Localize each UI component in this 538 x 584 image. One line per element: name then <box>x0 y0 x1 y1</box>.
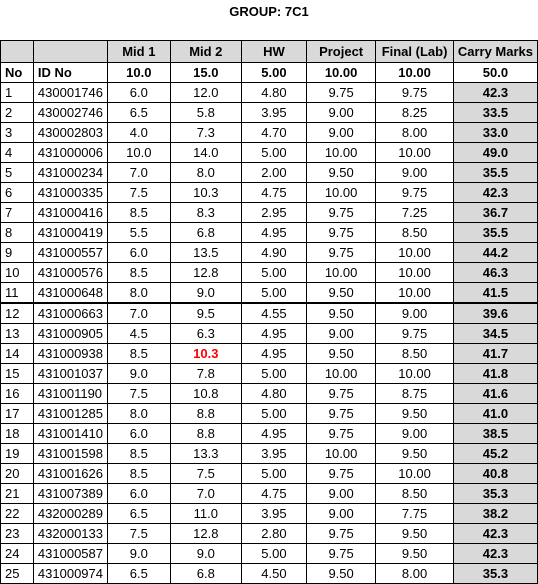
student-id: 431001626 <box>33 464 107 484</box>
student-id: 431000905 <box>33 324 107 344</box>
student-id: 431000335 <box>33 183 107 203</box>
student-id: 431000587 <box>33 544 107 564</box>
project-score: 10.00 <box>306 143 375 163</box>
carry-marks: 40.8 <box>453 464 537 484</box>
project-score: 10.00 <box>306 183 375 203</box>
carry-marks: 38.5 <box>453 424 537 444</box>
student-id: 431000648 <box>33 283 107 304</box>
final-lab-score: 9.75 <box>376 183 454 203</box>
row-number: 13 <box>1 324 34 344</box>
row-number: 7 <box>1 203 34 223</box>
table-row <box>1 384 538 404</box>
student-id: 431007389 <box>33 484 107 504</box>
hw-score: 4.75 <box>241 183 306 203</box>
project-score: 9.50 <box>306 163 375 183</box>
final-lab-score: 10.00 <box>376 243 454 263</box>
table-row <box>1 324 538 344</box>
carry-marks: 38.2 <box>453 504 537 524</box>
student-id: 431000006 <box>33 143 107 163</box>
table-row <box>1 143 538 163</box>
table-row <box>1 444 538 464</box>
mid1-score: 9.0 <box>108 544 171 564</box>
hw-score: 2.95 <box>241 203 306 223</box>
table-row <box>1 524 538 544</box>
project-score: 10.00 <box>306 364 375 384</box>
carry-marks: 33.0 <box>453 123 537 143</box>
mid1-score: 8.5 <box>108 344 171 364</box>
carry-marks: 42.3 <box>453 524 537 544</box>
header-project: Project <box>306 41 375 63</box>
header-mid2: Mid 2 <box>170 41 241 63</box>
final-lab-score: 10.00 <box>376 283 454 304</box>
max-final-lab: 10.00 <box>376 63 454 83</box>
table-row <box>1 364 538 384</box>
mid2-score: 9.0 <box>170 283 241 304</box>
hw-score: 5.00 <box>241 263 306 283</box>
project-score: 9.50 <box>306 564 375 584</box>
student-id: 432000133 <box>33 524 107 544</box>
final-lab-score: 9.00 <box>376 163 454 183</box>
max-hw: 5.00 <box>241 63 306 83</box>
carry-marks: 42.3 <box>453 183 537 203</box>
mid2-score: 6.8 <box>170 564 241 584</box>
table-row <box>1 83 538 103</box>
row-number: 11 <box>1 283 34 304</box>
carry-marks: 42.3 <box>453 544 537 564</box>
mid2-score: 13.5 <box>170 243 241 263</box>
mid1-score: 6.5 <box>108 564 171 584</box>
hw-score: 4.95 <box>241 424 306 444</box>
final-lab-score: 7.25 <box>376 203 454 223</box>
hw-score: 5.00 <box>241 404 306 424</box>
hw-score: 3.95 <box>241 103 306 123</box>
row-number: 4 <box>1 143 34 163</box>
mid1-score: 10.0 <box>108 143 171 163</box>
mid1-score: 5.5 <box>108 223 171 243</box>
row-number: 15 <box>1 364 34 384</box>
header-cell <box>1 41 34 63</box>
mid2-score: 8.8 <box>170 424 241 444</box>
mid1-score: 8.0 <box>108 404 171 424</box>
row-number: 21 <box>1 484 34 504</box>
table-row <box>1 223 538 243</box>
carry-marks: 33.5 <box>453 103 537 123</box>
final-lab-score: 8.50 <box>376 223 454 243</box>
mid1-score: 8.5 <box>108 464 171 484</box>
carry-marks: 35.5 <box>453 223 537 243</box>
mid1-score: 8.5 <box>108 263 171 283</box>
row-number: 6 <box>1 183 34 203</box>
final-lab-score: 8.50 <box>376 344 454 364</box>
carry-marks: 36.7 <box>453 203 537 223</box>
mid1-score: 6.0 <box>108 484 171 504</box>
row-number: 9 <box>1 243 34 263</box>
mid2-score: 10.3 <box>170 344 241 364</box>
header-hw: HW <box>241 41 306 63</box>
hw-score: 4.80 <box>241 83 306 103</box>
project-score: 9.00 <box>306 484 375 504</box>
mid1-score: 6.0 <box>108 83 171 103</box>
table-row <box>1 464 538 484</box>
carry-marks: 49.0 <box>453 143 537 163</box>
carry-marks: 44.2 <box>453 243 537 263</box>
student-id: 431000974 <box>33 564 107 584</box>
max-carry-marks: 50.0 <box>453 63 537 83</box>
table-row <box>1 404 538 424</box>
mid2-score: 11.0 <box>170 504 241 524</box>
row-number: 10 <box>1 263 34 283</box>
mid1-score: 8.5 <box>108 444 171 464</box>
carry-marks: 34.5 <box>453 324 537 344</box>
hw-score: 4.90 <box>241 243 306 263</box>
table-row <box>1 424 538 444</box>
table-row <box>1 544 538 564</box>
final-lab-score: 9.00 <box>376 303 454 324</box>
hw-score: 2.80 <box>241 524 306 544</box>
student-id: 431001285 <box>33 404 107 424</box>
mid2-score: 7.0 <box>170 484 241 504</box>
header-id-no: ID No <box>33 63 107 83</box>
final-lab-score: 7.75 <box>376 504 454 524</box>
project-score: 9.50 <box>306 344 375 364</box>
student-id: 432000289 <box>33 504 107 524</box>
hw-score: 5.00 <box>241 544 306 564</box>
student-id: 431000576 <box>33 263 107 283</box>
table-row <box>1 243 538 263</box>
table-row <box>1 484 538 504</box>
mid1-score: 6.5 <box>108 103 171 123</box>
student-id: 431000938 <box>33 344 107 364</box>
table-body <box>1 83 538 584</box>
carry-marks: 35.5 <box>453 163 537 183</box>
student-id: 431001190 <box>33 384 107 404</box>
project-score: 9.75 <box>306 83 375 103</box>
mid2-score: 10.8 <box>170 384 241 404</box>
final-lab-score: 9.50 <box>376 544 454 564</box>
project-score: 9.75 <box>306 203 375 223</box>
mid1-score: 7.0 <box>108 303 171 324</box>
mid1-score: 8.5 <box>108 203 171 223</box>
row-number: 20 <box>1 464 34 484</box>
hw-score: 3.95 <box>241 504 306 524</box>
mid2-score: 12.8 <box>170 524 241 544</box>
final-lab-score: 9.50 <box>376 524 454 544</box>
carry-marks: 41.5 <box>453 283 537 304</box>
row-number: 22 <box>1 504 34 524</box>
final-lab-score: 8.50 <box>376 484 454 504</box>
student-id: 431000557 <box>33 243 107 263</box>
mid2-score: 14.0 <box>170 143 241 163</box>
carry-marks: 39.6 <box>453 303 537 324</box>
project-score: 9.75 <box>306 404 375 424</box>
hw-score: 4.55 <box>241 303 306 324</box>
project-score: 10.00 <box>306 444 375 464</box>
hw-score: 5.00 <box>241 464 306 484</box>
student-id: 431000663 <box>33 303 107 324</box>
mid2-score: 12.0 <box>170 83 241 103</box>
mid1-score: 6.5 <box>108 504 171 524</box>
table-row <box>1 123 538 143</box>
project-score: 9.00 <box>306 103 375 123</box>
mid2-score: 9.0 <box>170 544 241 564</box>
row-number: 18 <box>1 424 34 444</box>
table-row <box>1 183 538 203</box>
carry-marks: 45.2 <box>453 444 537 464</box>
mid2-score: 8.8 <box>170 404 241 424</box>
hw-score: 4.95 <box>241 344 306 364</box>
hw-score: 4.80 <box>241 384 306 404</box>
table-row <box>1 163 538 183</box>
header-cell <box>33 41 107 63</box>
student-id: 431001598 <box>33 444 107 464</box>
carry-marks: 46.3 <box>453 263 537 283</box>
hw-score: 2.00 <box>241 163 306 183</box>
student-id: 430002746 <box>33 103 107 123</box>
carry-marks: 41.6 <box>453 384 537 404</box>
table-row <box>1 303 538 324</box>
final-lab-score: 8.00 <box>376 123 454 143</box>
final-lab-score: 10.00 <box>376 143 454 163</box>
row-number: 3 <box>1 123 34 143</box>
header-carry-marks: Carry Marks <box>453 41 537 63</box>
project-score: 9.75 <box>306 544 375 564</box>
project-score: 9.50 <box>306 303 375 324</box>
final-lab-score: 8.25 <box>376 103 454 123</box>
mid2-score: 6.3 <box>170 324 241 344</box>
row-number: 14 <box>1 344 34 364</box>
student-id: 431001410 <box>33 424 107 444</box>
table-row <box>1 344 538 364</box>
mid2-score: 7.8 <box>170 364 241 384</box>
project-score: 9.00 <box>306 324 375 344</box>
header-final-lab: Final (Lab) <box>376 41 454 63</box>
mid2-score: 7.5 <box>170 464 241 484</box>
project-score: 9.75 <box>306 424 375 444</box>
row-number: 25 <box>1 564 34 584</box>
project-score: 10.00 <box>306 263 375 283</box>
mid2-score: 13.3 <box>170 444 241 464</box>
mid1-score: 7.0 <box>108 163 171 183</box>
carry-marks: 41.8 <box>453 364 537 384</box>
row-number: 23 <box>1 524 34 544</box>
final-lab-score: 9.75 <box>376 83 454 103</box>
mid2-score: 9.5 <box>170 303 241 324</box>
project-score: 9.75 <box>306 243 375 263</box>
student-id: 431001037 <box>33 364 107 384</box>
hw-score: 5.00 <box>241 143 306 163</box>
final-lab-score: 8.00 <box>376 564 454 584</box>
mid1-score: 4.0 <box>108 123 171 143</box>
hw-score: 4.95 <box>241 223 306 243</box>
carry-marks: 41.7 <box>453 344 537 364</box>
mid2-score: 5.8 <box>170 103 241 123</box>
table-row <box>1 263 538 283</box>
hw-score: 4.50 <box>241 564 306 584</box>
row-number: 8 <box>1 223 34 243</box>
row-number: 17 <box>1 404 34 424</box>
max-project: 10.00 <box>306 63 375 83</box>
project-score: 9.75 <box>306 223 375 243</box>
table-row <box>1 283 538 304</box>
mid1-score: 8.0 <box>108 283 171 304</box>
group-title: GROUP: 7C1 <box>229 3 309 19</box>
mid1-score: 6.0 <box>108 243 171 263</box>
project-score: 9.75 <box>306 384 375 404</box>
final-lab-score: 10.00 <box>376 364 454 384</box>
student-id: 430001746 <box>33 83 107 103</box>
hw-score: 4.75 <box>241 484 306 504</box>
hw-score: 5.00 <box>241 283 306 304</box>
max-mid2: 15.0 <box>170 63 241 83</box>
row-number: 16 <box>1 384 34 404</box>
table-row <box>1 504 538 524</box>
marks-table <box>0 40 538 584</box>
mid1-score: 7.5 <box>108 524 171 544</box>
hw-score: 3.95 <box>241 444 306 464</box>
header-mid1: Mid 1 <box>108 41 171 63</box>
mid1-score: 6.0 <box>108 424 171 444</box>
carry-marks: 35.3 <box>453 564 537 584</box>
mid2-score: 6.8 <box>170 223 241 243</box>
row-number: 2 <box>1 103 34 123</box>
mid1-score: 7.5 <box>108 384 171 404</box>
student-id: 431000234 <box>33 163 107 183</box>
final-lab-score: 9.75 <box>376 324 454 344</box>
student-id: 431000419 <box>33 223 107 243</box>
mid1-score: 9.0 <box>108 364 171 384</box>
carry-marks: 41.0 <box>453 404 537 424</box>
mid1-score: 4.5 <box>108 324 171 344</box>
row-number: 1 <box>1 83 34 103</box>
student-id: 431000416 <box>33 203 107 223</box>
row-number: 19 <box>1 444 34 464</box>
carry-marks: 35.3 <box>453 484 537 504</box>
final-lab-score: 9.50 <box>376 404 454 424</box>
project-score: 9.00 <box>306 504 375 524</box>
carry-marks: 42.3 <box>453 83 537 103</box>
final-lab-score: 8.75 <box>376 384 454 404</box>
final-lab-score: 9.50 <box>376 444 454 464</box>
project-score: 9.75 <box>306 464 375 484</box>
row-number: 12 <box>1 303 34 324</box>
mid2-score: 7.3 <box>170 123 241 143</box>
mid1-score: 7.5 <box>108 183 171 203</box>
hw-score: 4.70 <box>241 123 306 143</box>
hw-score: 4.95 <box>241 324 306 344</box>
mid2-score: 10.3 <box>170 183 241 203</box>
project-score: 9.75 <box>306 524 375 544</box>
header-row-labels <box>1 41 538 63</box>
max-mid1: 10.0 <box>108 63 171 83</box>
table-row <box>1 203 538 223</box>
project-score: 9.00 <box>306 123 375 143</box>
mid2-score: 8.3 <box>170 203 241 223</box>
mid2-score: 8.0 <box>170 163 241 183</box>
student-id: 430002803 <box>33 123 107 143</box>
header-no: No <box>1 63 34 83</box>
header-row-max-marks <box>1 63 538 83</box>
final-lab-score: 9.00 <box>376 424 454 444</box>
final-lab-score: 10.00 <box>376 263 454 283</box>
project-score: 9.50 <box>306 283 375 304</box>
row-number: 24 <box>1 544 34 564</box>
mid2-score: 12.8 <box>170 263 241 283</box>
final-lab-score: 10.00 <box>376 464 454 484</box>
row-number: 5 <box>1 163 34 183</box>
table-row <box>1 103 538 123</box>
hw-score: 5.00 <box>241 364 306 384</box>
